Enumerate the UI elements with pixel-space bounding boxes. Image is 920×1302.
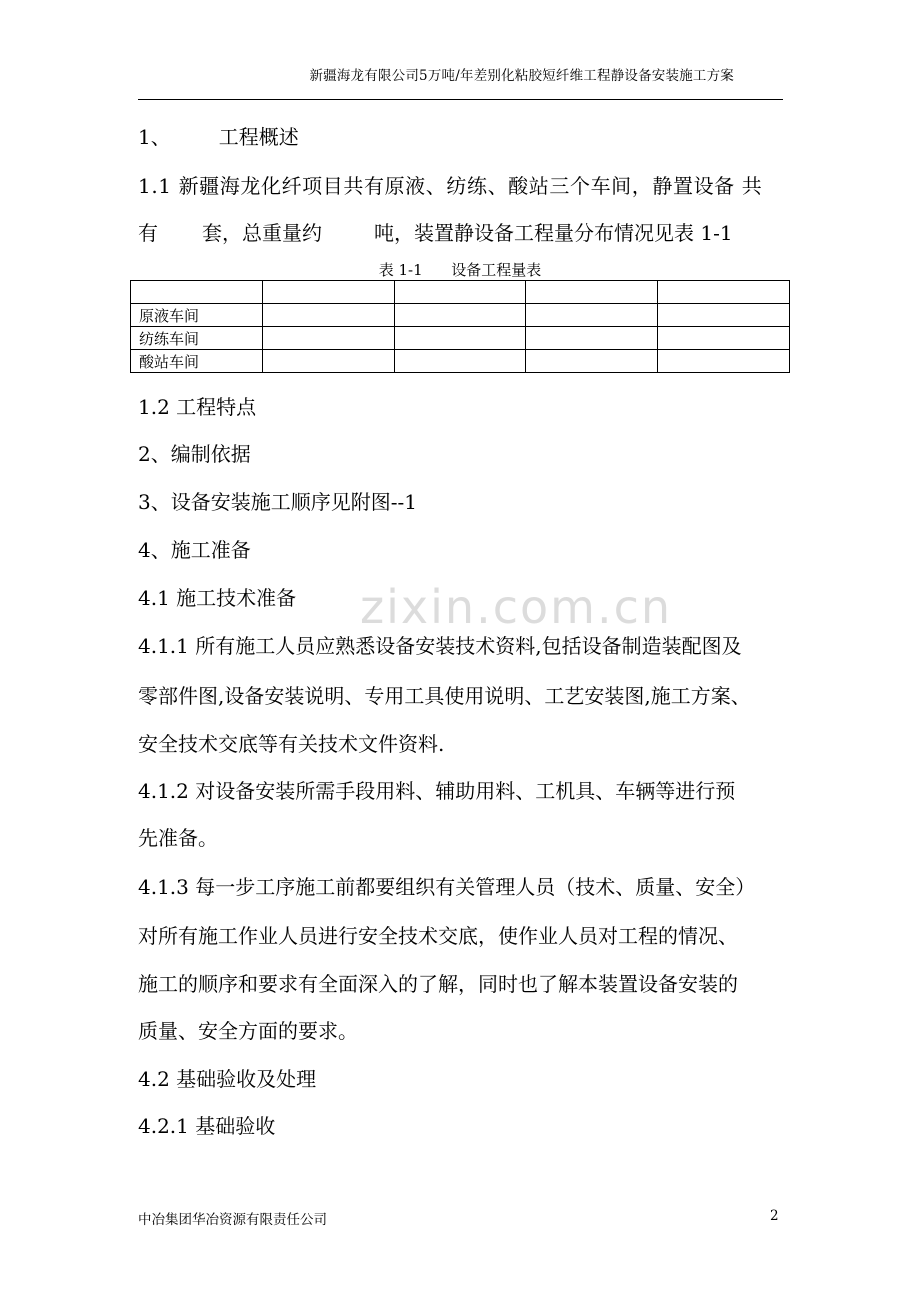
table-row	[131, 304, 790, 327]
table-cell	[394, 350, 526, 373]
para-4-1-3-line-4: 质量、安全方面的要求。	[138, 1019, 358, 1043]
para-1-1-seg-2: 套，总重量约	[202, 221, 322, 245]
section-2-heading: 2、编制依据	[138, 442, 251, 466]
para-4-1-3-line-3: 施工的顺序和要求有全面深入的了解，同时也了解本装置设备安装的	[138, 972, 738, 996]
table-cell	[526, 304, 658, 327]
watermark: zixin.com.cn	[360, 580, 673, 634]
section-4-1-heading: 4.1 施工技术准备	[138, 586, 297, 610]
table-cell	[262, 350, 394, 373]
para-1-1-seg-3: 吨，装置静设备工程量分布情况见表 1-1	[374, 221, 733, 245]
page-number: 2	[770, 1208, 779, 1224]
section-4-2-heading: 4.2 基础验收及处理	[138, 1067, 317, 1091]
table-cell	[658, 281, 790, 304]
section-1-2-heading: 1.2 工程特点	[138, 395, 257, 419]
table-row	[131, 327, 790, 350]
table-cell	[394, 281, 526, 304]
section-1-heading	[138, 127, 299, 147]
table-cell	[526, 350, 658, 373]
table-cell: 纺练车间	[131, 327, 263, 350]
table-caption: 表 1-1 设备工程量表	[378, 261, 542, 279]
table-cell	[526, 327, 658, 350]
table-cell	[262, 281, 394, 304]
para-4-1-2-line-2: 先准备。	[138, 826, 218, 850]
section-1-title: 工程概述	[218, 125, 299, 149]
para-4-1-1-line-3: 安全技术交底等有关技术文件资料.	[138, 732, 445, 756]
section-4-heading: 4、施工准备	[138, 538, 251, 562]
table-cell: 原液车间	[131, 304, 263, 327]
section-1-number: 1、	[138, 125, 171, 149]
table-row	[131, 350, 790, 373]
table-cell	[394, 327, 526, 350]
para-1-1-seg-1: 有	[138, 221, 158, 245]
equipment-quantity-table	[130, 280, 790, 373]
table-cell	[658, 327, 790, 350]
page-header: 新疆海龙有限公司5万吨/年差别化粘胶短纤维工程静设备安装施工方案	[309, 68, 734, 84]
table-cell	[262, 304, 394, 327]
table-cell	[394, 304, 526, 327]
footer-company: 中冶集团华冶资源有限责任公司	[138, 1212, 327, 1228]
para-4-1-3-line-2: 对所有施工作业人员进行安全技术交底，使作业人员对工程的情况、	[138, 924, 738, 948]
table-cell	[131, 281, 263, 304]
table-cell	[526, 281, 658, 304]
header-rule	[138, 99, 783, 100]
table-cell: 酸站车间	[131, 350, 263, 373]
table-cell	[658, 350, 790, 373]
para-4-1-1-line-2: 零部件图,设备安装说明、专用工具使用说明、工艺安装图,施工方案、	[138, 684, 751, 708]
para-4-1-3-line-1: 4.1.3 每一步工序施工前都要组织有关管理人员（技术、质量、安全）	[138, 875, 756, 899]
para-4-1-1-line-1: 4.1.1 所有施工人员应熟悉设备安装技术资料,包括设备制造装配图及	[138, 634, 742, 658]
para-4-1-2-line-1: 4.1.2 对设备安装所需手段用料、辅助用料、工机具、车辆等进行预	[138, 779, 736, 803]
table-cell	[262, 327, 394, 350]
section-3-heading: 3、设备安装施工顺序见附图--1	[138, 490, 417, 514]
section-4-2-1-heading: 4.2.1 基础验收	[138, 1114, 276, 1138]
para-1-1-line-2	[138, 223, 733, 243]
table-header-row	[131, 281, 790, 304]
table-cell	[658, 304, 790, 327]
para-1-1-line-1: 1.1 新疆海龙化纤项目共有原液、纺练、酸站三个车间，静置设备 共	[138, 174, 763, 198]
